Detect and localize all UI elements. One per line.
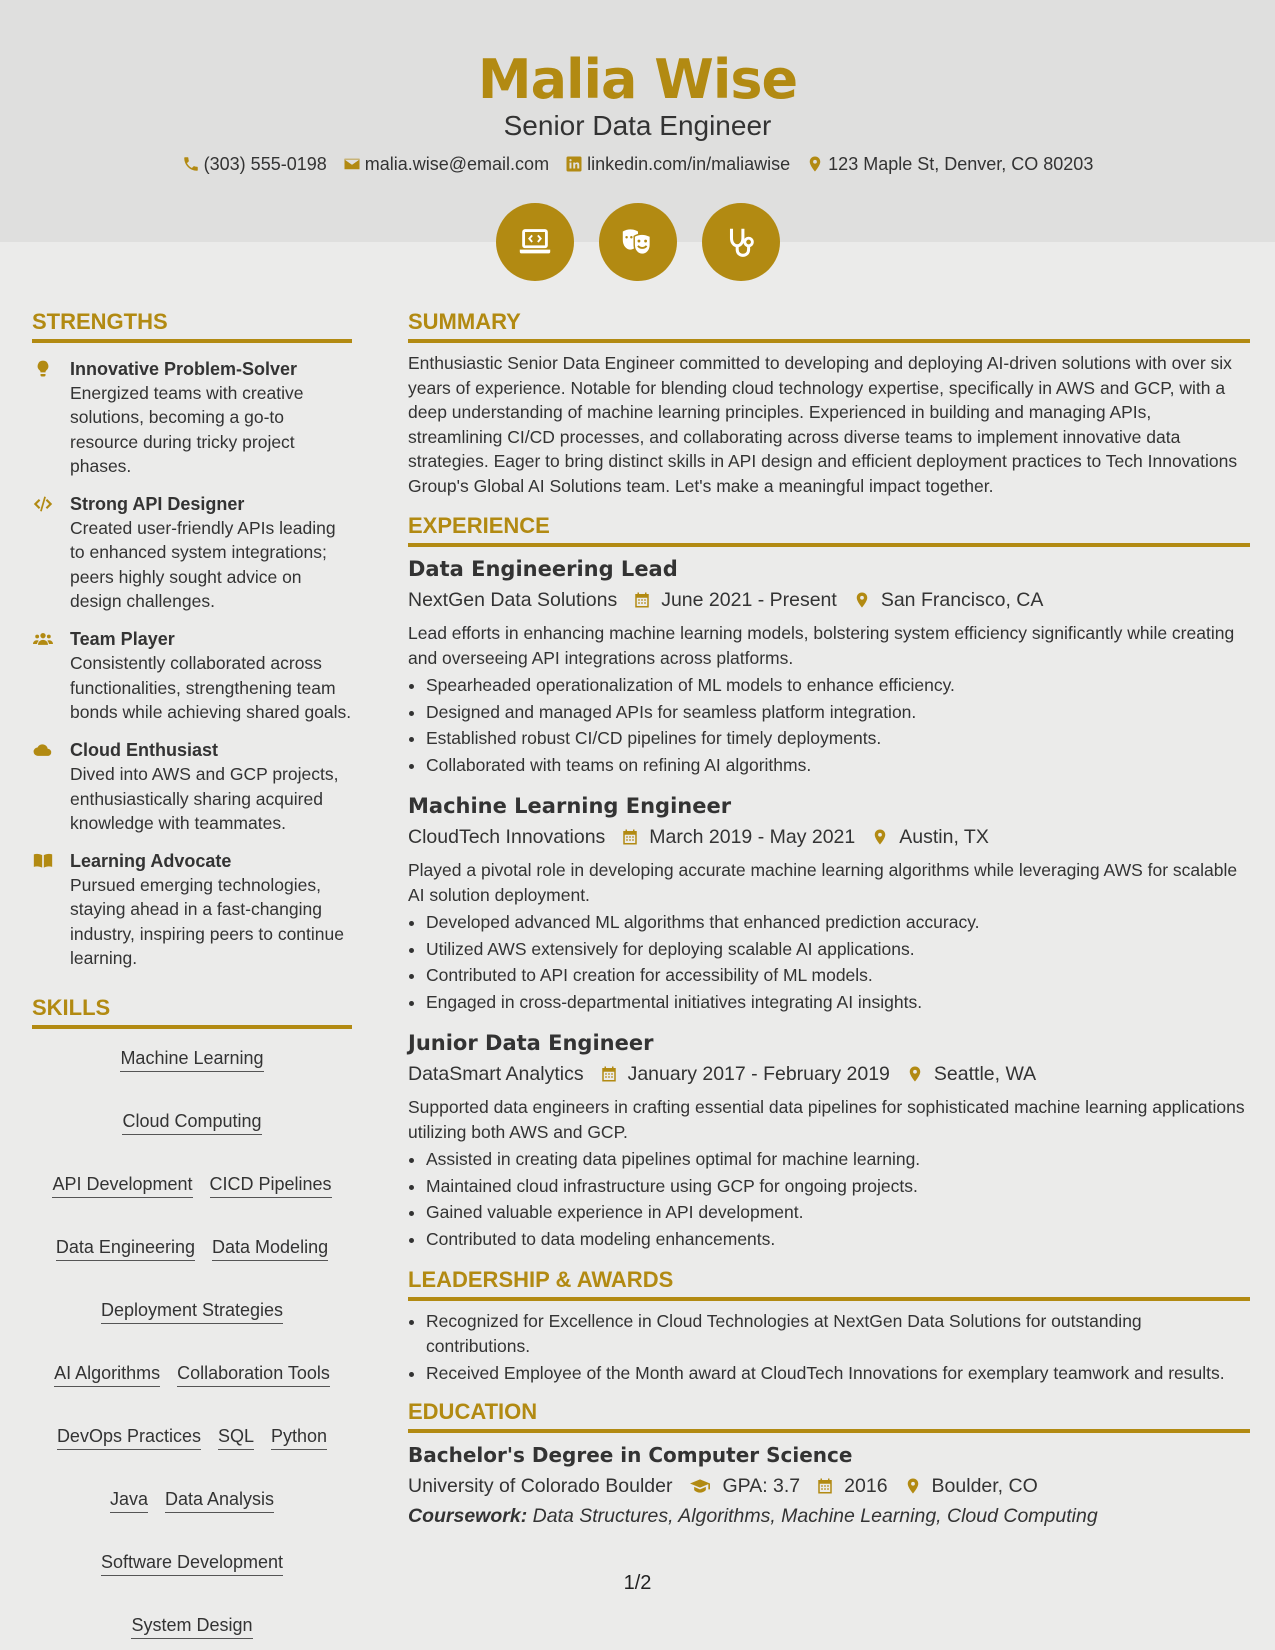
degree-title: Bachelor's Degree in Computer Science [408, 1442, 853, 1467]
calendar-icon [816, 1476, 834, 1496]
strength-title: Learning Advocate [70, 851, 232, 872]
strength-item [32, 849, 352, 970]
skill-tag: DevOps Practices [57, 1425, 201, 1450]
cloud-icon [32, 740, 54, 760]
code-icon [32, 494, 54, 514]
contact-phone[interactable] [182, 152, 327, 176]
skill-tag: Machine Learning [120, 1047, 263, 1072]
leadership-item: • Received Employee of the Month award at CloudTech Innovations for exemplary teamwork and results. [426, 1361, 1250, 1386]
contact-address-text: 123 Maple St, Denver, CO 80203 [828, 154, 1094, 174]
graduation-cap-icon [688, 1476, 712, 1496]
education-location: Boulder, CO [931, 1474, 1038, 1497]
location-pin-icon [904, 1476, 922, 1496]
job-dates: March 2019 - May 2021 [649, 826, 856, 848]
envelope-icon [343, 155, 361, 173]
leadership-item: • Recognized for Excellence in Cloud Technologies at NextGen Data Solutions for outstanding contributions. [426, 1309, 1250, 1358]
page-number: 1/2 [623, 1572, 652, 1594]
phone-icon [182, 155, 200, 173]
laptop-code-icon [496, 203, 574, 281]
contact-row [0, 152, 1275, 176]
education-year: 2016 [844, 1474, 888, 1497]
job-entry [408, 792, 1250, 1015]
strength-desc: Pursued emerging technologies, staying ahead in a fast-changing industry, inspiring peers to continue learning. [70, 875, 344, 969]
interest-icons-row [0, 203, 1275, 281]
skill-tag: Deployment Strategies [101, 1299, 283, 1324]
skills-heading: SKILLS [32, 994, 352, 1029]
skill-tag: Software Development [101, 1551, 283, 1576]
skill-tag: CICD Pipelines [210, 1173, 332, 1198]
strength-desc: Consistently collaborated across functionalities, strengthening team bonds while achieving shared goals. [70, 653, 352, 722]
coursework-text: Data Structures, Algorithms, Machine Learning, Cloud Computing [532, 1504, 1098, 1527]
experience-heading: EXPERIENCE [408, 512, 1250, 547]
skill-tag: AI Algorithms [54, 1362, 160, 1387]
users-icon [32, 629, 54, 649]
right-column [408, 308, 1250, 1529]
job-bullet: • Assisted in creating data pipelines optimal for machine learning. [426, 1146, 1250, 1173]
candidate-title: Senior Data Engineer [503, 110, 772, 141]
skill-tag: System Design [131, 1614, 252, 1639]
coursework-line [408, 1503, 1250, 1529]
skill-tag: Data Engineering [56, 1236, 195, 1261]
education-heading: EDUCATION [408, 1398, 1250, 1433]
location-pin-icon [871, 827, 889, 847]
skill-tag: Collaboration Tools [177, 1362, 330, 1387]
job-desc: Played a pivotal role in developing accurate machine learning algorithms while leveraging AWS for scalable AI solution deployment. [408, 860, 1238, 905]
strength-title: Strong API Designer [70, 494, 245, 515]
stethoscope-icon [702, 203, 780, 281]
strength-item [32, 738, 352, 835]
education-meta [408, 1473, 1250, 1499]
job-entry [408, 555, 1250, 778]
coursework-label: Coursework: [408, 1504, 528, 1527]
job-bullet: • Designed and managed APIs for seamless platform integration. [426, 699, 1250, 726]
job-location: Seattle, WA [933, 1063, 1037, 1085]
candidate-name: Malia Wise [477, 48, 798, 111]
lightbulb-icon [32, 359, 54, 379]
strength-item [32, 627, 352, 724]
strength-desc: Energized teams with creative solutions, becoming a go-to resource during tricky project phases. [70, 383, 304, 476]
job-bullet: • Maintained cloud infrastructure using GCP for ongoing projects. [426, 1173, 1250, 1200]
contact-linkedin-text: linkedin.com/in/maliawise [587, 154, 791, 174]
job-desc: Lead efforts in enhancing machine learning models, bolstering system efficiency significantly while creating and overseeing API integrations across platforms. [408, 623, 1235, 668]
strength-title: Team Player [70, 629, 175, 650]
job-location: San Francisco, CA [880, 589, 1044, 611]
strength-desc: Dived into AWS and GCP projects, enthusiastically sharing acquired knowledge with teammates. [70, 764, 339, 833]
strength-title: Cloud Enthusiast [70, 740, 218, 761]
strength-item [32, 357, 352, 478]
job-bullet: • Contributed to data modeling enhancements. [426, 1226, 1250, 1253]
skill-tag: Data Modeling [212, 1236, 328, 1261]
job-bullet: • Developed advanced ML algorithms that enhanced prediction accuracy. [426, 909, 1250, 936]
job-bullets [408, 909, 1250, 1015]
strengths-heading: STRENGTHS [32, 308, 352, 343]
job-desc: Supported data engineers in crafting essential data pipelines for sophisticated machine learning applications utilizing both AWS and GCP. [408, 1097, 1245, 1142]
skill-tag: Data Analysis [165, 1488, 274, 1513]
job-meta [408, 1061, 1250, 1087]
leadership-heading: LEADERSHIP & AWARDS [408, 1266, 1250, 1301]
job-bullet: • Established robust CI/CD pipelines for timely deployments. [426, 725, 1250, 752]
job-company: CloudTech Innovations [408, 826, 606, 848]
job-bullet: • Collaborated with teams on refining AI algorithms. [426, 752, 1250, 779]
summary-text: Enthusiastic Senior Data Engineer committed to developing and deploying AI-driven solutions with over six years of experience. Notable for blending cloud technology expertise, specifically in AWS and GCP, with a deep understanding of machine learning principles. Experienced in building and managing APIs, streamlining CI/CD processes, and collaborating across diverse teams to implement innovative data strategies. Eager to bring distinct skills in API design and efficient deployment practices to Tech Innovations Group's Global AI Solutions team. Let's make a meaningful impact together. [408, 353, 1238, 496]
job-meta [408, 587, 1250, 613]
job-dates: June 2021 - Present [661, 589, 837, 611]
location-pin-icon [906, 1064, 924, 1084]
calendar-icon [633, 590, 651, 610]
job-role: Junior Data Engineer [408, 1031, 654, 1055]
job-dates: January 2017 - February 2019 [627, 1063, 890, 1085]
job-role: Data Engineering Lead [408, 557, 678, 581]
job-company: DataSmart Analytics [408, 1063, 584, 1085]
job-bullet: • Utilized AWS extensively for deploying scalable AI applications. [426, 936, 1250, 963]
job-location: Austin, TX [899, 826, 989, 848]
skill-tag: Java [110, 1488, 148, 1513]
strength-item [32, 492, 352, 613]
location-pin-icon [806, 155, 824, 173]
job-bullets [408, 672, 1250, 778]
theater-masks-icon [599, 203, 677, 281]
contact-linkedin[interactable] [565, 152, 790, 176]
skills-list [32, 1037, 352, 1639]
school-name: University of Colorado Boulder [408, 1474, 673, 1497]
job-bullet: • Engaged in cross-departmental initiatives integrating AI insights. [426, 989, 1250, 1016]
summary-heading: SUMMARY [408, 308, 1250, 343]
leadership-list [408, 1309, 1250, 1386]
job-bullet: • Contributed to API creation for accessibility of ML models. [426, 962, 1250, 989]
job-bullets [408, 1146, 1250, 1252]
job-meta [408, 824, 1250, 850]
job-company: NextGen Data Solutions [408, 589, 618, 611]
job-bullet: • Gained valuable experience in API development. [426, 1199, 1250, 1226]
skill-tag: Python [271, 1425, 327, 1450]
contact-address [806, 152, 1093, 176]
skill-tag: API Development [52, 1173, 192, 1198]
contact-phone-text: (303) 555-0198 [203, 154, 327, 174]
location-pin-icon [853, 590, 871, 610]
job-bullet: • Spearheaded operationalization of ML models to enhance efficiency. [426, 672, 1250, 699]
contact-email-text: malia.wise@email.com [364, 154, 550, 174]
skill-tag: Cloud Computing [122, 1110, 261, 1135]
job-role: Machine Learning Engineer [408, 794, 732, 818]
contact-email[interactable] [343, 152, 549, 176]
strength-title: Innovative Problem-Solver [70, 359, 298, 379]
job-entry [408, 1029, 1250, 1252]
calendar-icon [600, 1064, 618, 1084]
book-open-icon [32, 851, 54, 871]
left-column [32, 308, 352, 1639]
strength-desc: Created user-friendly APIs leading to enhanced system integrations; peers highly sought advice on design challenges. [70, 518, 336, 612]
education-gpa: GPA: 3.7 [722, 1474, 801, 1497]
skill-tag: SQL [218, 1425, 254, 1450]
calendar-icon [621, 827, 639, 847]
linkedin-icon [565, 155, 583, 173]
